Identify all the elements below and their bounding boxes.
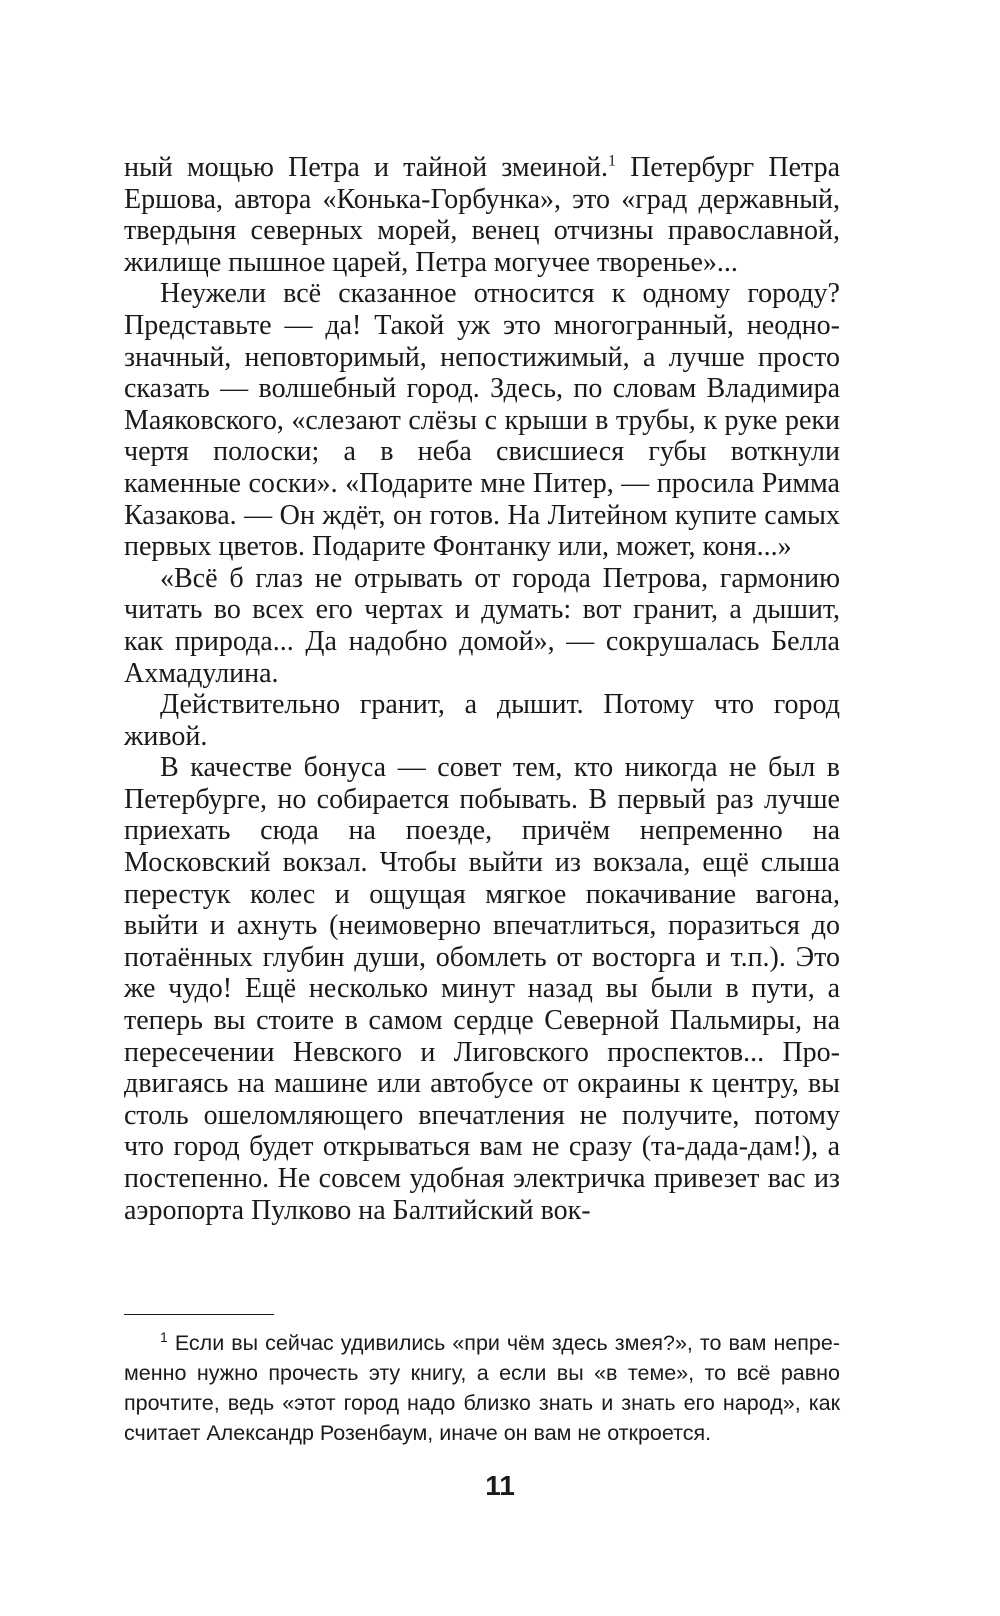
paragraph-1 <box>124 152 840 278</box>
paragraph-1-end: Петербург Петра Ершова, автора «Конька-Горбунка», это «град державный, твердыня северных морей, венец отчизны православной, жилище пышное царей, Петра могучее творенье»... <box>124 152 841 278</box>
footnote-reference[interactable]: 1 <box>608 152 617 170</box>
footnote-mark: 1 <box>160 1328 168 1345</box>
paragraph-1-start: ный мощью Петра и тайной змеиной. <box>124 152 609 183</box>
page-number: 11 <box>485 1470 515 1501</box>
footnote-text: Если вы сейчас удивились «при чём здесь змея?», то вам непременно нужно прочесть эту книгу, а если вы «в теме», то всё равно прочтите, ведь «этот город надо близко знать и знать его народ», как считает Александр Розенбаум, иначе он вам не откроется. <box>124 1331 840 1445</box>
footnote-divider <box>124 1314 274 1315</box>
paragraph-2: Неужели всё сказанное относится к одному городу? Представьте — да! Такой уж это многогранный, неоднозначный, неповторимый, непостижимый, а лучше просто сказать — волшебный город. Здесь, по словам Владимира Маяковского, «слезают слёзы с крыши в трубы, к руке реки чертя полоски; а в неба свисшиеся губы воткнули каменные соски». «Подарите мне Питер, — просила Римма Казакова. — Он ждёт, он готов. На Литейном купите самых первых цветов. Подарите Фонтанку или, может, коня...» <box>124 278 840 563</box>
paragraph-5: В качестве бонуса — совет тем, кто никогда не был в Петербурге, но собирается побывать. В первый раз лучше приехать сюда на поезде, причём непременно на Московский вокзал. Чтобы выйти из вокзала, ещё слыша перестук колес и ощущая мягкое покачивание вагона, выйти и ахнуть (неимоверно впечатлиться, поразиться до потаённых глубин души, обомлеть от восторга и т.п.). Это же чудо! Ещё несколько минут назад вы были в пути, а теперь вы стоите в самом сердце Северной Пальмиры, на пересечении Невского и Лиговского проспектов... Продвигаясь на машине или автобусе от окраины к центру, вы столь ошеломляющего впечатления не получите, потому что город будет открываться вам не сразу (та-дада-дам!), а постепенно. Не совсем удобная электричка привезет вас из аэропорта Пулково на Балтийский вок- <box>124 752 840 1226</box>
paragraph-3: «Всё б глаз не отрывать от города Петрова, гармонию читать во всех его чертах и думать: вот гранит, а дышит, как природа... Да надобно домой», — сокрушалась Белла Ахмадулина. <box>124 562 840 689</box>
main-text <box>124 152 840 1226</box>
footnote <box>124 1328 840 1448</box>
paragraph-4: Действительно гранит, а дышит. Потому что город живой. <box>124 689 840 752</box>
